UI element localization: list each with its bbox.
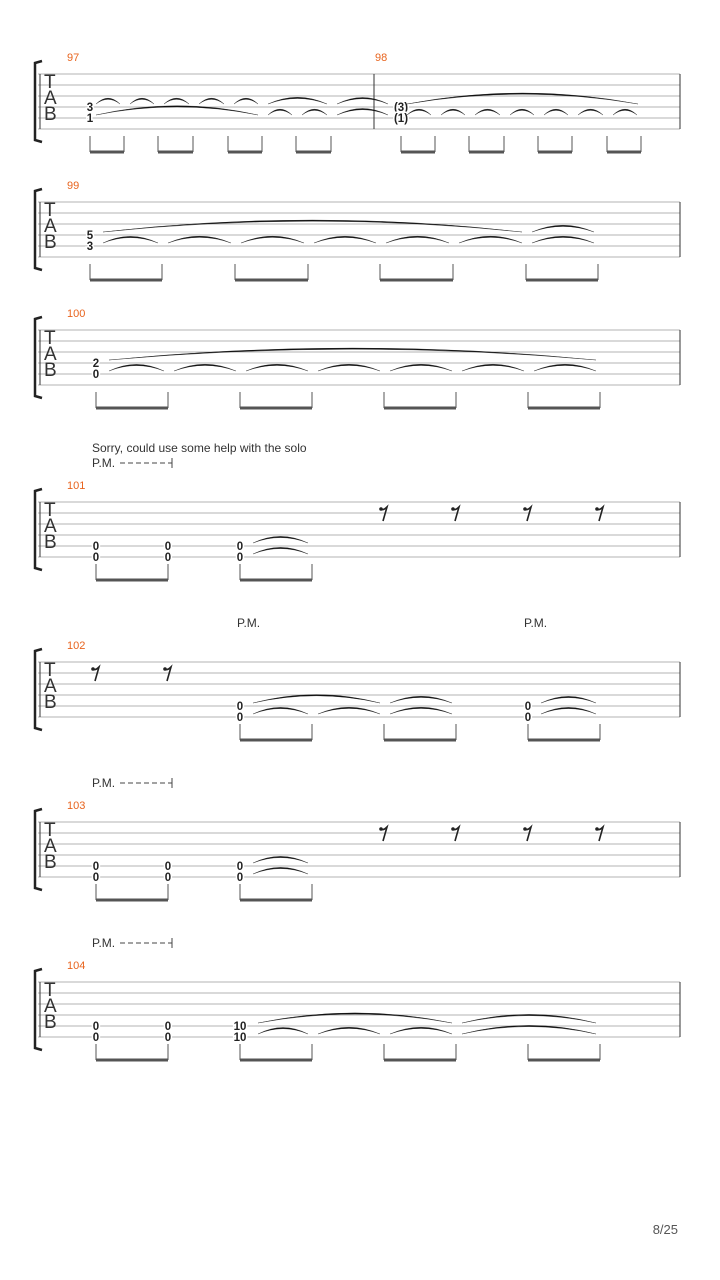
tie	[578, 109, 603, 115]
tie	[258, 1013, 452, 1023]
eighth-rest-dot	[523, 507, 527, 511]
tie	[246, 364, 308, 371]
tie	[253, 695, 380, 703]
measure-number: 98	[375, 52, 388, 64]
measure-number: 102	[67, 640, 86, 652]
eighth-rest-dot	[91, 667, 95, 671]
fret-number: 5	[86, 230, 94, 242]
tie	[164, 98, 189, 104]
tie	[168, 236, 231, 243]
tab-clef-letter: T	[44, 500, 56, 521]
tab-clef-letter: A	[44, 836, 57, 857]
tie	[268, 109, 292, 115]
tab-clef-letter: A	[44, 676, 57, 697]
tie	[174, 364, 236, 371]
fret-number: 10	[233, 1021, 247, 1033]
tie	[544, 109, 568, 115]
tab-clef-letter: B	[44, 1012, 57, 1033]
tab-clef-letter: A	[44, 996, 57, 1017]
tab-clef-letter: T	[44, 660, 56, 681]
fret-number: 0	[236, 552, 244, 564]
fret-number: 0	[236, 541, 244, 553]
fret-number: 0	[236, 861, 244, 873]
fret-number: 0	[524, 712, 532, 724]
tie	[103, 236, 158, 243]
tie	[390, 1027, 452, 1034]
tab-clef-letter: B	[44, 360, 57, 381]
fret-number: 2	[92, 358, 100, 370]
tie	[534, 364, 596, 371]
system-bracket	[35, 809, 42, 890]
tie	[302, 109, 327, 115]
annotation-text: Sorry, could use some help with the solo	[92, 441, 307, 455]
fret-number: 0	[164, 1032, 172, 1044]
tie	[253, 867, 308, 874]
tie	[318, 1027, 380, 1034]
tie	[258, 1028, 308, 1035]
palm-mute-label: P.M.	[237, 616, 261, 630]
system-bracket	[35, 189, 42, 270]
tie	[532, 225, 594, 232]
tie	[253, 547, 308, 554]
tab-clef-letter: A	[44, 516, 57, 537]
fret-number: 0	[164, 861, 172, 873]
tie	[462, 1014, 596, 1023]
tie	[103, 220, 522, 232]
tie	[314, 236, 376, 243]
tie	[337, 97, 388, 104]
eighth-rest-dot	[451, 827, 455, 831]
tie	[390, 707, 452, 714]
eighth-rest-dot	[595, 507, 599, 511]
system-bracket	[35, 649, 42, 730]
tie	[462, 364, 524, 371]
system-bracket	[35, 61, 42, 142]
fret-number: 0	[164, 872, 172, 884]
fret-number: 0	[236, 701, 244, 713]
tab-clef-letter: A	[44, 88, 57, 109]
tab-clef-letter: B	[44, 532, 57, 553]
palm-mute-label: P.M.	[92, 776, 116, 790]
fret-number: 0	[524, 701, 532, 713]
tie	[253, 707, 308, 714]
measure-number: 100	[67, 308, 86, 320]
tie	[234, 98, 258, 104]
fret-number: 0	[164, 1021, 172, 1033]
palm-mute-label: P.M.	[92, 936, 116, 950]
measure-number: 97	[67, 52, 80, 64]
measure-number: 103	[67, 800, 86, 812]
tie	[390, 364, 452, 371]
tie	[407, 109, 431, 115]
fret-number: 0	[236, 872, 244, 884]
eighth-rest-dot	[379, 827, 383, 831]
tie	[253, 856, 308, 863]
system-bracket	[35, 969, 42, 1050]
fret-number: 3	[86, 241, 94, 253]
fret-number: 1	[86, 113, 94, 125]
system-bracket	[35, 489, 42, 570]
tie	[510, 109, 534, 115]
tie	[532, 236, 594, 243]
tie	[462, 1025, 596, 1034]
tab-clef-letter: B	[44, 232, 57, 253]
measure-number: 99	[67, 180, 80, 192]
eighth-rest-dot	[163, 667, 167, 671]
fret-number: (3)	[393, 102, 409, 114]
system-bracket	[35, 317, 42, 398]
tie	[441, 109, 465, 115]
fret-number: 0	[92, 872, 100, 884]
fret-number: 0	[236, 712, 244, 724]
tie	[96, 98, 120, 104]
tie	[390, 696, 452, 703]
page-number: 8/25	[652, 1222, 678, 1237]
eighth-rest-dot	[379, 507, 383, 511]
tie	[109, 348, 596, 360]
tab-clef-letter: T	[44, 328, 56, 349]
tie	[386, 236, 449, 243]
fret-number: (1)	[393, 113, 409, 125]
tab-clef-letter: A	[44, 344, 57, 365]
fret-number: 0	[92, 552, 100, 564]
eighth-rest-dot	[451, 507, 455, 511]
tie	[241, 236, 304, 243]
tie	[253, 536, 308, 543]
fret-number: 0	[164, 552, 172, 564]
tie	[130, 98, 154, 104]
fret-number: 0	[92, 541, 100, 553]
tie	[459, 236, 522, 243]
tie	[268, 97, 327, 104]
tab-clef-letter: T	[44, 200, 56, 221]
tab-clef-letter: B	[44, 104, 57, 125]
tie	[199, 98, 224, 104]
tab-clef-letter: B	[44, 852, 57, 873]
fret-number: 3	[86, 102, 94, 114]
fret-number: 0	[92, 1032, 100, 1044]
tie	[407, 93, 638, 104]
fret-number: 10	[233, 1032, 247, 1044]
tie	[318, 707, 380, 714]
fret-number: 0	[92, 1021, 100, 1033]
fret-number: 0	[92, 369, 100, 381]
tie	[337, 108, 388, 115]
fret-number: 0	[164, 541, 172, 553]
measure-number: 101	[67, 480, 86, 492]
fret-number: 0	[92, 861, 100, 873]
tie	[109, 364, 164, 371]
tab-clef-letter: B	[44, 692, 57, 713]
palm-mute-label: P.M.	[92, 456, 116, 470]
tab-clef-letter: A	[44, 216, 57, 237]
tie	[613, 109, 637, 115]
tab-clef-letter: T	[44, 980, 56, 1001]
tab-clef-letter: T	[44, 820, 56, 841]
measure-number: 104	[67, 960, 86, 972]
tie	[475, 109, 500, 115]
eighth-rest-dot	[523, 827, 527, 831]
tie	[318, 364, 380, 371]
tie	[541, 707, 596, 714]
tie	[541, 696, 596, 703]
eighth-rest-dot	[595, 827, 599, 831]
tab-clef-letter: T	[44, 72, 56, 93]
palm-mute-label: P.M.	[524, 616, 548, 630]
